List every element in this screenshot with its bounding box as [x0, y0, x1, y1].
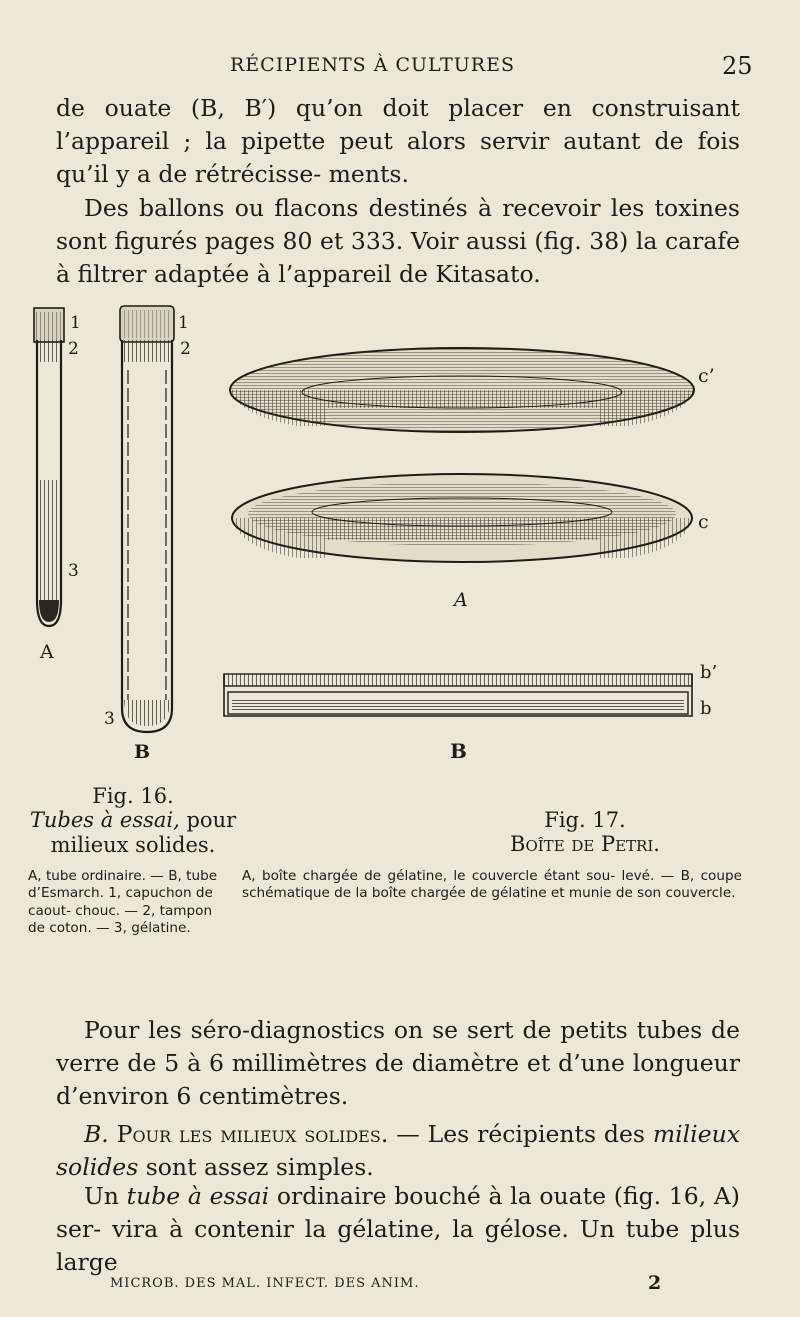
petri-dish-drawing	[230, 348, 694, 562]
tube-b-glass	[122, 340, 172, 732]
fig16-num-2b: 2	[180, 339, 191, 359]
tube-b-plug	[122, 340, 172, 362]
petri-section-drawing	[224, 674, 692, 716]
p4-label: B.	[84, 1120, 109, 1148]
fig17-label-c-prime: c’	[698, 365, 715, 387]
running-header	[0, 52, 800, 82]
fig16-num-1b: 1	[178, 313, 189, 333]
fig16-title-rest: pour milieux solides.	[50, 808, 237, 857]
footer-text: MICROB. DES MAL. INFECT. DES ANIM.	[110, 1276, 420, 1291]
fig17-title: Boîte de Petri.	[510, 832, 660, 856]
tube-b-drawing	[120, 306, 174, 732]
page-footer	[0, 1272, 800, 1296]
fig17-label-b-caption: B	[450, 739, 467, 763]
tube-a-gelatin	[39, 480, 59, 600]
p4-italic: milieux solides	[56, 1120, 740, 1181]
fig16-legend: A, tube ordinaire. — B, tube d’Esmarch. 1, capuchon de caout- chouc. — 2, tampon de coton. — 3, gélatine.	[28, 868, 218, 937]
running-title: RÉCIPIENTS À CULTURES	[230, 54, 515, 76]
fig17-legend: A, boîte chargée de gélatine, le couvercle étant sou- levé. — B, coupe schématique de la boîte chargée de gélatine et munie de son couvercle.	[242, 868, 742, 902]
p5-text-a: Un	[84, 1182, 127, 1210]
fig16-label-b: B	[134, 741, 151, 763]
tube-a-drawing	[34, 308, 64, 626]
fig16-num-1a: 1	[70, 313, 81, 333]
tube-a-plug	[37, 340, 61, 362]
fig16-num-2a: 2	[68, 339, 79, 359]
fig17-caption	[460, 808, 710, 857]
fig17-number: Fig. 17.	[544, 808, 626, 832]
p4-smallcaps: Pour les milieux solides.	[116, 1120, 389, 1148]
fig17-label-b-prime: b’	[700, 662, 718, 683]
paragraph-3: Pour les séro-diagnostics on se sert de petits tubes de verre de 5 à 6 millimètres de diamètre et d’une longueur d’environ 6 centimètres.	[56, 1016, 740, 1110]
paragraph-1: de ouate (B, B′) qu’on doit placer en construisant l’appareil ; la pipette peut alors servir autant de fois qu’il y a de rétrécisse- ments.	[56, 94, 740, 188]
fig16-num-3a: 3	[68, 561, 79, 581]
fig16-title	[28, 808, 238, 858]
signature-mark: 2	[648, 1272, 662, 1294]
p4-text-b: sont assez simples.	[138, 1153, 374, 1181]
paragraph-4	[56, 1118, 740, 1184]
page-number: 25	[722, 52, 753, 80]
fig16-number: Fig. 16.	[92, 784, 174, 808]
petri-section-lid	[224, 674, 692, 686]
p4-text-a: — Les récipients des	[388, 1120, 653, 1148]
fig16-num-3b: 3	[104, 709, 115, 729]
fig16-title-italic: Tubes à essai,	[29, 808, 180, 832]
figures-16-17	[28, 300, 768, 770]
p5-text-b: ordinaire bouché à la ouate (fig. 16, A) ser- vira à contenir la gélatine, la gélose. Un tube plus large	[56, 1182, 740, 1276]
fig16-label-a: A	[40, 641, 54, 663]
fig17-label-b: b	[700, 698, 712, 719]
paragraph-5	[56, 1180, 740, 1279]
fig16-caption	[28, 784, 238, 858]
p5-italic: tube à essai	[126, 1182, 270, 1210]
fig17-label-a: A	[454, 589, 468, 611]
figure-illustration	[28, 300, 768, 770]
paragraph-2: Des ballons ou flacons destinés à recevoir les toxines sont figurés pages 80 et 333. Voir aussi (fig. 38) la carafe à filtrer adaptée à l’appareil de Kitasato.	[56, 194, 740, 288]
fig17-label-c: c	[698, 511, 709, 533]
